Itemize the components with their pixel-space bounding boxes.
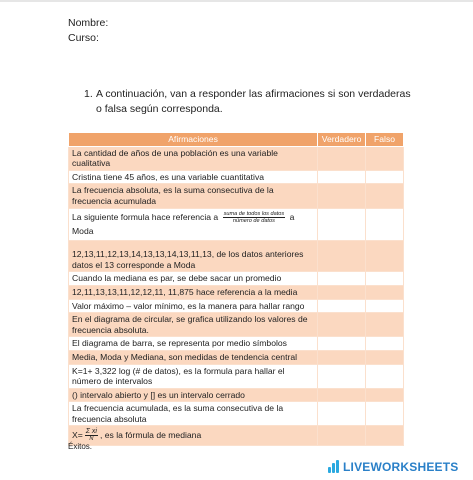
- verdadero-cell[interactable]: [318, 170, 366, 184]
- footer-text: Éxitos.: [68, 442, 93, 451]
- liveworksheets-logo: [327, 459, 458, 475]
- table-row: [69, 184, 404, 208]
- statement-cell: Valor máximo – valor mínimo, es la manera para hallar rango: [69, 299, 318, 313]
- table-row: [69, 285, 404, 299]
- mean-denominator: N: [89, 436, 94, 443]
- statement-cell: La frecuencia acumulada, es la suma consecutiva de la frecuencia absoluta: [69, 402, 318, 426]
- formula-suffix: a: [289, 211, 295, 222]
- verdadero-cell[interactable]: [318, 313, 366, 337]
- falso-cell[interactable]: [366, 146, 404, 170]
- falso-cell[interactable]: [366, 285, 404, 299]
- top-border: [0, 0, 473, 2]
- header-afirmaciones: Afirmaciones: [69, 133, 318, 147]
- statement-cell: La cantidad de años de una población es una variable cualitativa: [69, 146, 318, 170]
- table-row: [69, 388, 404, 402]
- statement-text: 12,13,11,12,13,14,13,13,14,13,11,13, de los datos anteriores datos el 13 corresponde a Moda: [72, 249, 304, 270]
- table-row: [69, 337, 404, 351]
- verdadero-cell[interactable]: [318, 184, 366, 208]
- student-header: [68, 16, 108, 46]
- curso-label: Curso:: [68, 32, 99, 44]
- mean-fraction: [85, 429, 98, 442]
- verdadero-cell[interactable]: [318, 208, 366, 241]
- verdadero-cell[interactable]: [318, 388, 366, 402]
- verdadero-cell[interactable]: [318, 285, 366, 299]
- table-row: [69, 313, 404, 337]
- mean-formula-cell: [69, 426, 318, 446]
- verdadero-cell[interactable]: [318, 146, 366, 170]
- statement-cell: Media, Moda y Mediana, son medidas de tendencia central: [69, 350, 318, 364]
- question-text: A continuación, van a responder las afirmaciones si son verdaderas o falsa según corresponda.: [96, 88, 411, 115]
- falso-cell[interactable]: [366, 299, 404, 313]
- falso-cell[interactable]: [366, 402, 404, 426]
- verdadero-cell[interactable]: [318, 402, 366, 426]
- formula-second-line: Moda: [72, 225, 94, 236]
- header-verdadero: Verdadero: [318, 133, 366, 147]
- statement-cell: La frecuencia absoluta, es la suma consecutiva de la frecuencia acumulada: [69, 184, 318, 208]
- falso-cell[interactable]: [366, 426, 404, 446]
- mean-prefix: X=: [72, 430, 83, 441]
- formula-statement-cell: [69, 208, 318, 241]
- table-row: [69, 146, 404, 170]
- question-1: [84, 87, 414, 116]
- falso-cell[interactable]: [366, 337, 404, 351]
- statement-cell: Cristina tiene 45 años, es una variable cuantitativa: [69, 170, 318, 184]
- verdadero-cell[interactable]: [318, 299, 366, 313]
- table-header-row: [69, 133, 404, 147]
- statement-cell: Cuando la mediana es par, se debe sacar un promedio: [69, 272, 318, 286]
- statement-cell: [69, 241, 318, 272]
- formula-prefix: La siguiente formula hace referencia a: [72, 211, 219, 222]
- table-row: [69, 299, 404, 313]
- statement-cell: 12,11,13,13,11,12,12,11, 11,875 hace referencia a la media: [69, 285, 318, 299]
- fraction: [223, 211, 286, 224]
- statement-cell: () intervalo abierto y [] es un intervalo cerrado: [69, 388, 318, 402]
- falso-cell[interactable]: [366, 208, 404, 241]
- mean-suffix: , es la fórmula de mediana: [99, 430, 202, 441]
- fraction-denominator: número de datos: [232, 217, 275, 224]
- falso-cell[interactable]: [366, 313, 404, 337]
- statement-cell: En el diagrama de circular, se grafica utilizando los valores de frecuencia absoluta.: [69, 313, 318, 337]
- statement-cell: K=1+ 3,322 log (# de datos), es la formula para hallar el número de intervalos: [69, 364, 318, 388]
- statement-cell: El diagrama de barra, se representa por medio símbolos: [69, 337, 318, 351]
- falso-cell[interactable]: [366, 184, 404, 208]
- table-row: [69, 170, 404, 184]
- verdadero-cell[interactable]: [318, 426, 366, 446]
- falso-cell[interactable]: [366, 241, 404, 272]
- header-falso: Falso: [366, 133, 404, 147]
- statements-table: [68, 132, 404, 446]
- mean-numerator: Σ xi: [85, 428, 97, 436]
- table-row: [69, 364, 404, 388]
- table-row: [69, 426, 404, 446]
- falso-cell[interactable]: [366, 170, 404, 184]
- verdadero-cell[interactable]: [318, 241, 366, 272]
- nombre-label: Nombre:: [68, 17, 109, 29]
- table-row: [69, 272, 404, 286]
- verdadero-cell[interactable]: [318, 272, 366, 286]
- verdadero-cell[interactable]: [318, 350, 366, 364]
- logo-text: LIVEWORKSHEETS: [343, 460, 459, 474]
- question-number: 1.: [84, 88, 93, 100]
- falso-cell[interactable]: [366, 272, 404, 286]
- table-row: [69, 350, 404, 364]
- verdadero-cell[interactable]: [318, 364, 366, 388]
- table-row: [69, 402, 404, 426]
- falso-cell[interactable]: [366, 388, 404, 402]
- falso-cell[interactable]: [366, 364, 404, 388]
- bar-chart-icon: [327, 460, 341, 474]
- table-row: [69, 208, 404, 241]
- fraction-numerator: suma de todos los datos: [223, 210, 285, 217]
- table-row: [69, 241, 404, 272]
- falso-cell[interactable]: [366, 350, 404, 364]
- verdadero-cell[interactable]: [318, 337, 366, 351]
